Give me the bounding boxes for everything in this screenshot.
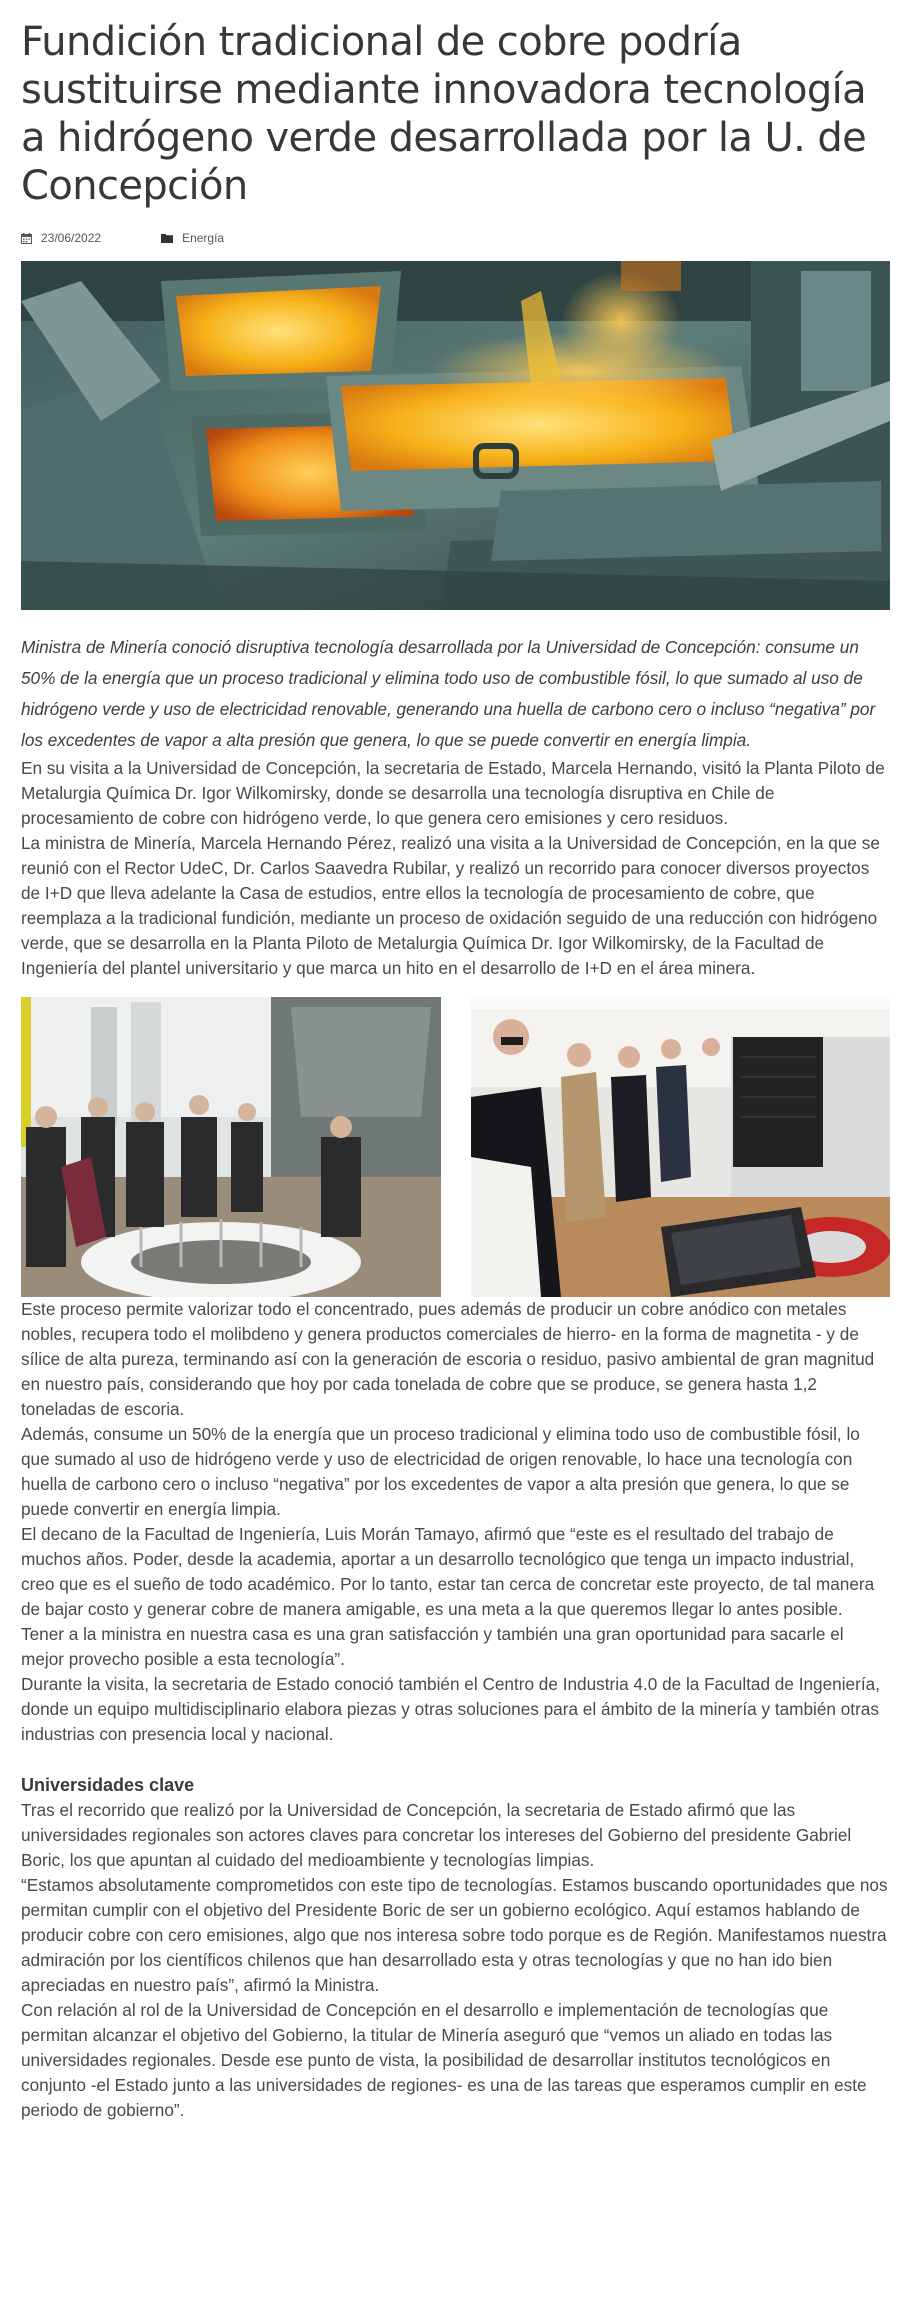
paragraph-regional-universities: Tras el recorrido que realizó por la Universidad de Concepción, la secretaria de Estado afirmó que las universidades regionales son actores claves para concretar los intereses del Gobierno del presidente Gabriel Boric, los que apuntan al cuidado del medioambiente y tecnologías limpias. [21,1800,852,1870]
paragraph-minister: La ministra de Minería, Marcela Hernando Pérez, realizó una visita a la Universidad de Concepción, en la que se reunió con el Rector UdeC, Dr. Carlos Saavedra Rubilar, y realizó un recorrido para conocer diversos proyectos de I+D que lleva adelante la Casa de estudios, entre ellos la tecnología de procesamiento de cobre, que reemplaza a la tradicional fundición, mediante un proceso de oxidación seguido de una reducción con hidrógeno verde, que se desarrolla en la Planta Piloto de Metalurgia Química Dr. Igor Wilkomirsky, de la Facultad de Ingeniería del plantel universitario y que marca un hito en el desarrollo de I+D en el área minera. [21,833,880,978]
article-date-text: 23/06/2022 [41,231,102,245]
photo-industry-center [471,997,890,1297]
article-lead: Ministra de Minería conoció disruptiva tecnología desarrollada por la Universidad de Concepción: consume un 50% de la energía que un proceso tradicional y elimina todo uso de combustible fósil, lo que sumado al uso de hidrógeno verde y uso de electricidad renovable, generando una huella de carbono cero o incluso “negativa” por los excedentes de vapor a alta presión que genera, lo que se puede convertir en energía limpia. [21,637,876,750]
paragraph-industry-center: Durante la visita, la secretaria de Estado conoció también el Centro de Industria 4.0 de la Facultad de Ingeniería, donde un equipo multidisciplinario elabora piezas y otras soluciones para el ámbito de la minería y también otras industrias con presencia local y nacional. [21,1674,880,1744]
paragraph-dean-quote: El decano de la Facultad de Ingeniería, Luis Morán Tamayo, afirmó que “este es el resultado del trabajo de muchos años. Poder, desde la academia, aportar a un desarrollo tecnológico que tenga un impacto industrial, creo que es el sueño de todo académico. Por lo tanto, estar tan cerca de concretar este proyecto, de tal manera de bajar costo y generar cobre de manera amigable, es una meta a la que queremos llegar lo antes posible. Tener a la ministra en nuestra casa es una gran satisfacción y también una gran oportunidad para sacarle el mejor provecho posible a esta tecnología”. [21,1524,875,1669]
hero-image-copper-smelting [21,261,890,610]
photo-gallery [21,997,890,1297]
paragraph-process: Este proceso permite valorizar todo el concentrado, pues además de producir un cobre anódico con metales nobles, recupera todo el molibdeno y genera productos comerciales de hierro- en la forma de magnetita - y de sílice de alta pureza, terminando así con la generación de escoria o residuo, pasivo ambiental de gran magnitud en nuestro país, considerando que hoy por cada tonelada de cobre que se produce, se genera hasta 1,2 toneladas de escoria. [21,1299,875,1419]
paragraph-minister-quote: “Estamos absolutamente comprometidos con este tipo de tecnologías. Estamos buscando oportunidades que nos permitan cumplir con el objetivo del Presidente Boric de ser un gobierno ecológico. Aquí estamos hablando de producir cobre con cero emisiones, algo que nos interesa sobre todo porque es de Región. Manifestamos nuestra admiración por los científicos chilenos que han desarrollado esta y otras tecnologías y que no han ido bien apreciadas en nuestro país”, afirmó la Ministra. [21,1875,888,1995]
paragraph-energy: Además, consume un 50% de la energía que un proceso tradicional y elimina todo uso de combustible fósil, lo que sumado al uso de hidrógeno verde y uso de electricidad de origen renovable, lo hace una tecnología con huella de carbono cero o incluso “negativa” por los excedentes de vapor a alta presión que genera, lo que se puede convertir en energía limpia. [21,1424,860,1519]
photo-pilot-plant-tour [21,997,441,1297]
article-category-link[interactable]: Energía [182,231,225,245]
article-meta [21,228,890,248]
section-heading: Universidades clave [21,1775,195,1795]
article-category[interactable] [161,231,224,245]
article-title: Fundición tradicional de cobre podría sustituirse mediante innovadora tecnología a hidrógeno verde desarrollada por la U. de Concepción [21,19,867,209]
paragraph-role-udec: Con relación al rol de la Universidad de Concepción en el desarrollo e implementación de tecnologías que permitan alcanzar el objetivo del Gobierno, la titular de Minería aseguró que “vemos un aliado en todas las universidades regionales. Desde ese punto de vista, la posibilidad de desarrollar institutos tecnológicos en conjunto -el Estado junto a las universidades de regiones- es una de las tareas que esperamos cumplir en este periodo de gobierno”. [21,2000,867,2120]
paragraph-visit: En su visita a la Universidad de Concepción, la secretaria de Estado, Marcela Hernando, visitó la Planta Piloto de Metalurgia Química Dr. Igor Wilkomirsky, donde se desarrolla una tecnología disruptiva en Chile de procesamiento de cobre con hidrógeno verde, lo que genera cero emisiones y cero residuos. [21,758,885,828]
calendar-icon [21,233,32,244]
folder-icon [161,233,173,243]
article-date [21,231,101,245]
